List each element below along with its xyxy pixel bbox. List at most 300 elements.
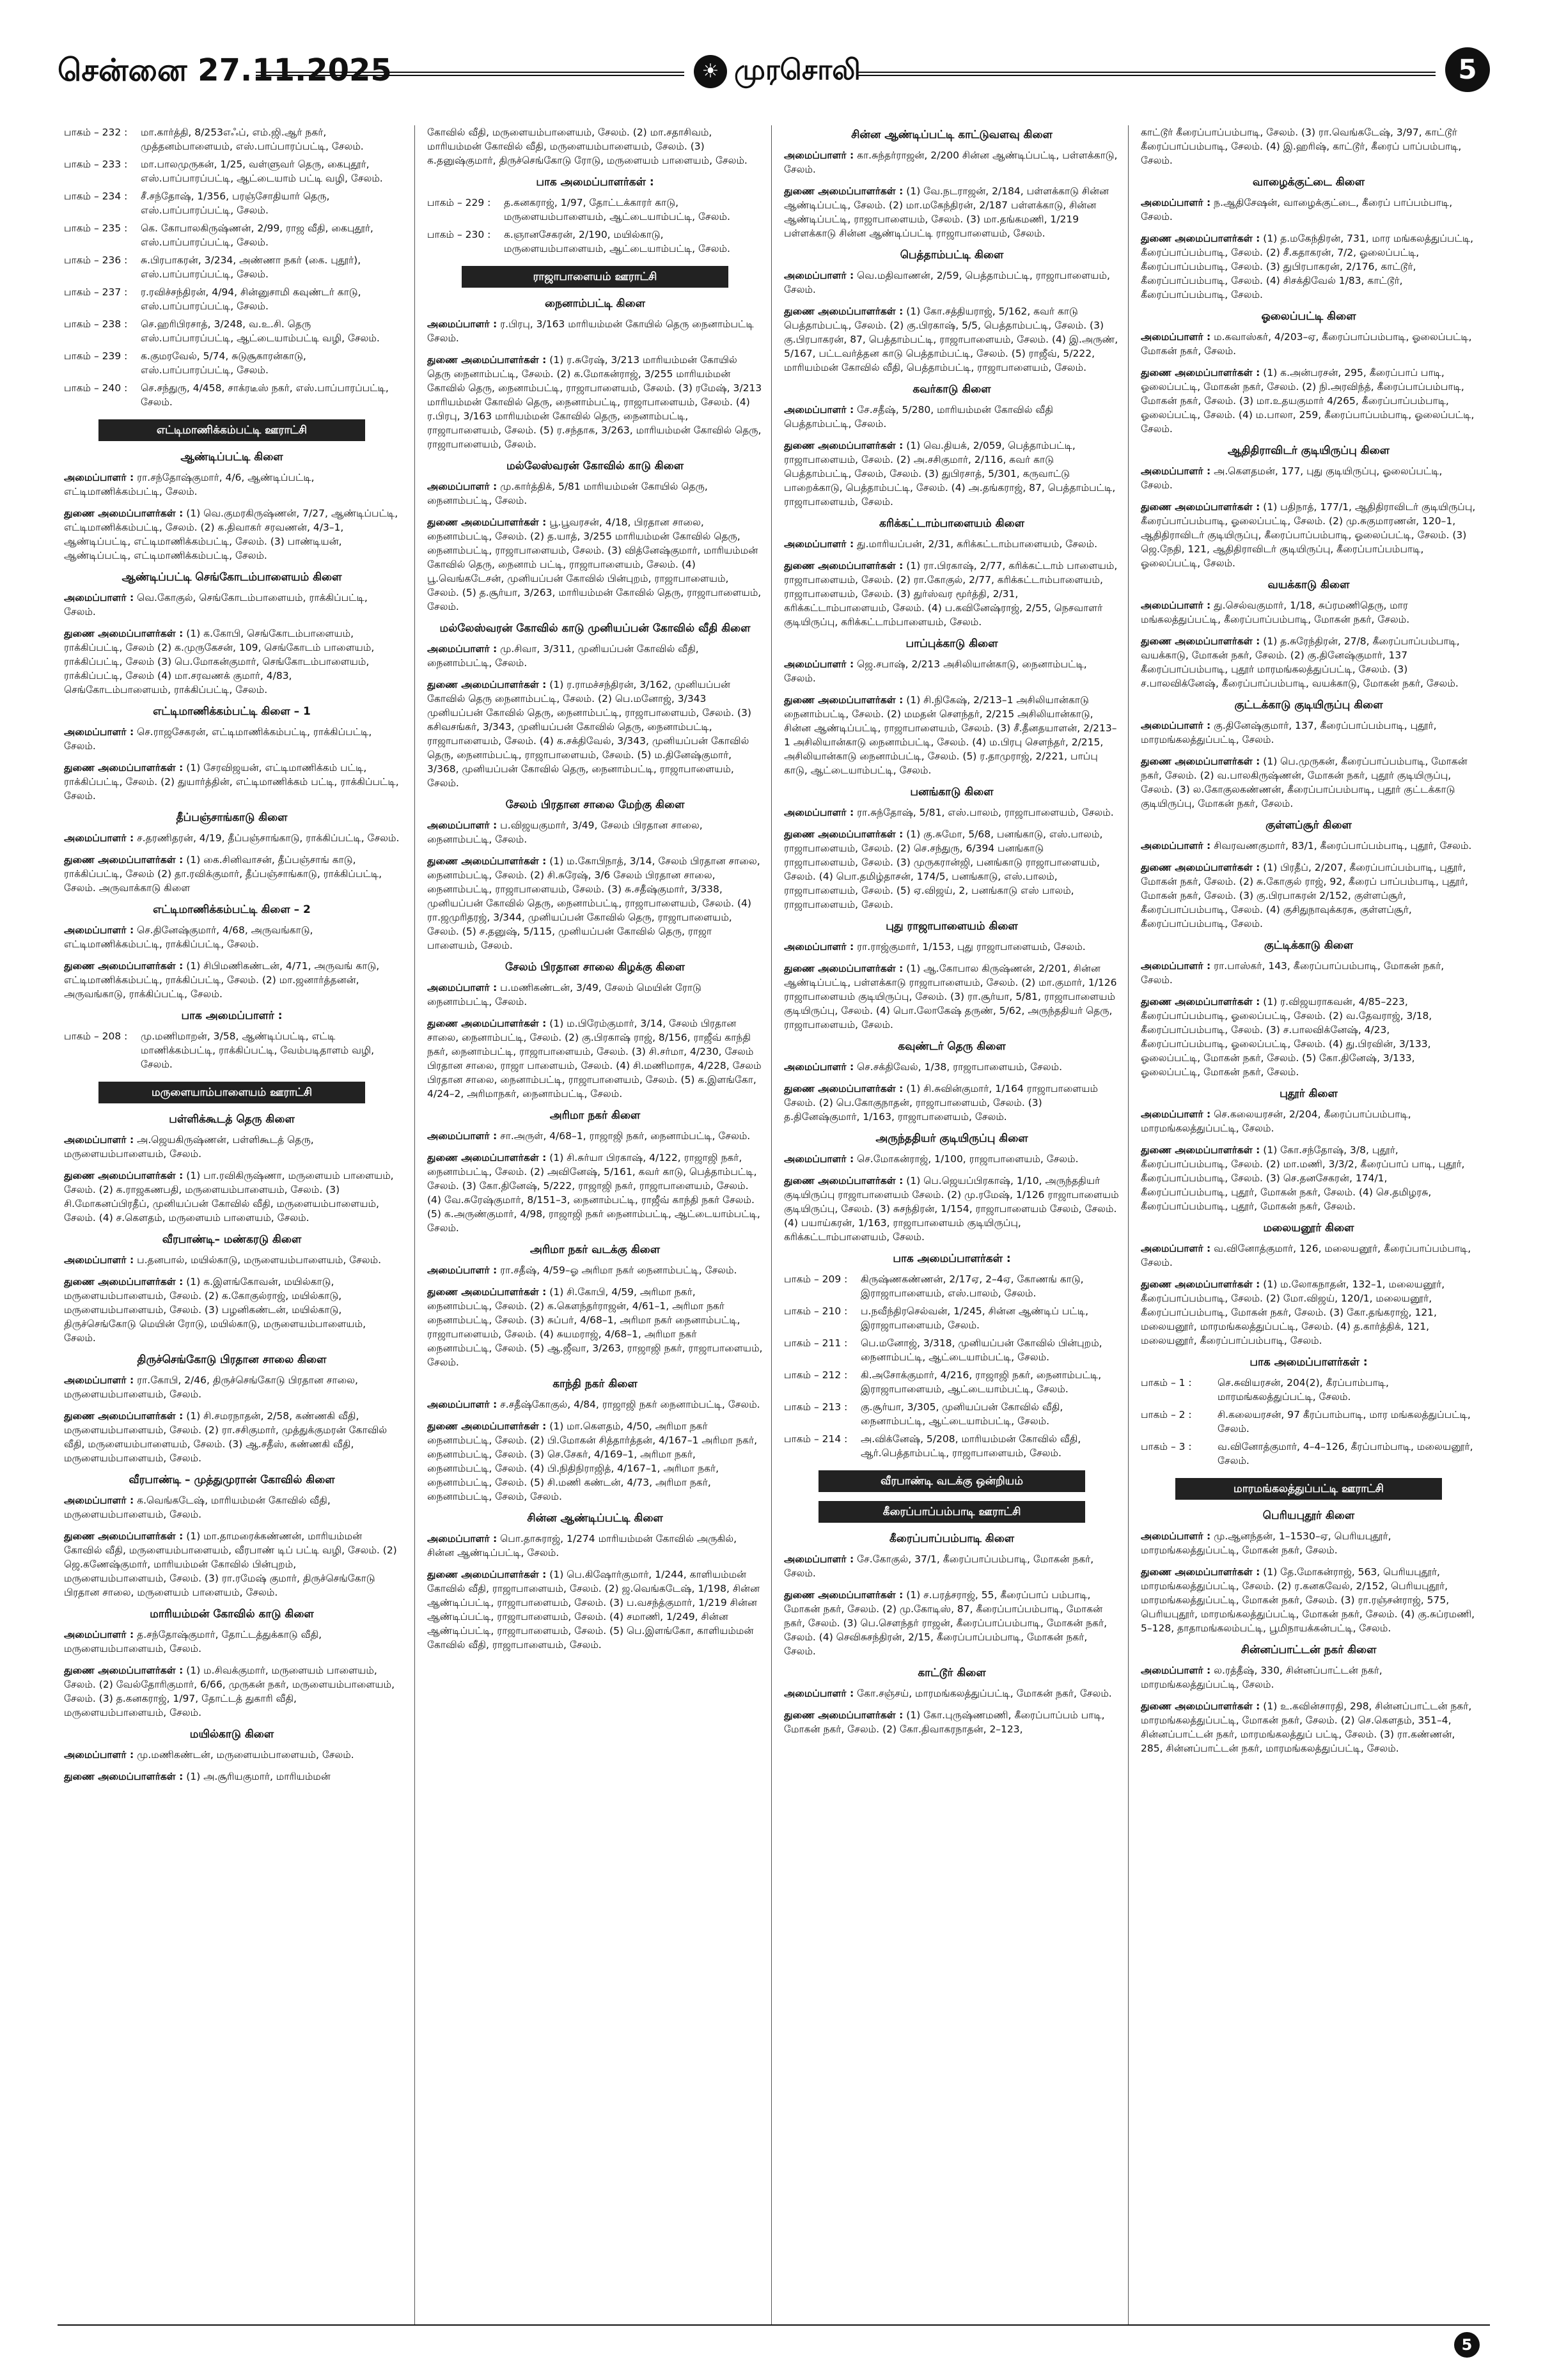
member-details: (1) ரா.பிரகாஷ், 2/77, கரிக்கட்டாம் பாளையம், ராஜாபாளையம், சேலம். (2) ரா.கோகுல், 2/77, கரிக்கட்டாம்பாளையம், ராஜாபாளையம், சேலம். (3) துர்ஸ்வர மூர்த்தி, 2/31, கரிக்கட்டாம்பாளையம், சேலம். (4) ப.கவினேஷ்ராஜ், 2/55, நெசவாளர் குடியிருப்பு, கரிக்கட்டாம்பாளையம், சேலம். [784,560,1118,628]
member-entry [784,403,1120,431]
booth-row [64,381,400,409]
booth-agent: க.குமரவேல், 5/74, சுடுசூகாரன்காடு, எஸ்.பாப்பாரப்பட்டி, சேலம். [141,350,306,376]
role-label: அமைப்பாளர் : [64,1629,134,1640]
branch-heading: சின்னப்பாட்டன் நகர் கிளை [1241,1644,1377,1656]
role-label: துணை அமைப்பாளர்கள் : [1141,1566,1260,1578]
booth-number: பாகம் – 1 : [1141,1377,1192,1388]
role-label: துணை அமைப்பாளர்கள் : [64,1276,184,1287]
booth-row [64,349,400,377]
member-entry [1141,959,1476,987]
member-details: (1) சி.நிகேஷ், 2/213–1 அசிலியான்காடு நைனாம்பட்டி, சேலம். (2) மமதன் சௌந்தர், 2/215 அசிலியான்காடு, சின்ன ஆண்டிப்பட்டி, ராஜாபாளையம், சேலம். (3) சீ.தீனதயாளன், 2/213–1 அசிலியான்காடு நைனாம்பட்டி, சேலம். (4) ம.பிரபு சௌந்தர், 2/215, அசிலியான்காடு நைனாம்பட்டி, சேலம். (5) ர.தாமுராஜ், 2/221, பாப்பு காடு, ஆட்டையாம்பட்டி, சேலம். [784,694,1117,776]
booth-agent: மா.கார்த்தி, 8/253எஃப், எம்.ஜி.ஆர் நகர், முத்தனம்பாளையம், எஸ்.பாப்பாரப்பட்டி, சேலம். [141,127,364,152]
newspaper-name: முரசொலி [734,54,861,86]
member-details: து.செல்வகுமார், 1/18, சுப்ரமணிதெரு, மார மங்கலத்துப்பட்டி, கீரைப்பாப்பம்பாடி, மோகன் நகர், சேலம். [1141,600,1410,625]
member-entry [1141,196,1476,224]
member-entry [64,1493,400,1521]
member-details: (1) த.சுரேந்திரன், 27/8, கீரைப்பாப்பம்பாடி, வயக்காடு, மோகன் நகர், சேலம். (2) கு.தினேஷ்குமார், 137 கீரைப்பாப்பம்பாடி, புதூர் மாரமங்கலத்துப்பட்டி, சேலம். (3) ச.பாலவிக்னேஷ், கீரைப்பாப்பம்பாடி, வயக்காடு, மோகன் நகர், சேலம். [1141,635,1460,689]
member-details: ல.ரத்தீஷ், 330, சின்னப்பாட்டன் நகர், மாரமங்கலத்துப்பட்டி, சேலம். [1141,1665,1382,1690]
member-entry [784,304,1120,375]
member-entry [64,923,400,951]
booth-row [1141,1376,1476,1404]
member-details: (1) சேரவிஜயன், எட்டிமாணிக்கம் பட்டி, ராக்கிப்பட்டி, சேலம். (2) துயார்த்தின், எட்டிமாணிக்கம் பட்டி, ராக்கிப்பட்டி, சேலம். [64,762,399,802]
member-details: சிவரவணகுமார், 83/1, கீரைப்பாப்பம்பாடி, புதூர், சேலம். [1214,840,1472,852]
member-details: (1) பெ.முருகன், கீரைப்பாப்பம்பாடி, மோகன் நகர், சேலம். (2) வ.பாலகிருஷ்ணன், மோகன் நகர், புதூர் குடியிருப்பு, சேலம். (3) ல.கோகுலகண்ணன், கீரைப்பாப்பம்பாடி, புதூர் குட்டக்காடு குடியிருப்பு, மோகன் நகர், சேலம். [1141,756,1468,809]
member-details: கா.சுந்தர்ராஜன், 2/200 சின்ன ஆண்டிப்பட்டி, பள்ளக்காடு, சேலம். [784,150,1118,175]
branch-heading: சேலம் பிரதான சாலை கிழக்கு கிளை [505,961,685,974]
member-details: ரா.சதீஷ், 4/59–ஓ அரிமா நகர் நைனாம்பட்டி, சேலம். [500,1264,737,1276]
member-details: (1) கு.சுமோ, 5/68, பனங்காடு, எஸ்.பாலம், ராஜாபாளையம், சேலம். (2) செ.சந்துரு, 6/394 பனங்காடு ராஜாபாளையம், சேலம். (3) முருகரான்ஜி, பனங்காடு ராஜாபாளையம், சேலம். (4) பொ.தமிழ்தாசன், 174/5, பனங்காடு, எஸ்.பாலம், ராஜாபாளையம், சேலம். (5) ஏ.விஜய், 2, பனங்காடு எஸ் பாலம், ராஜாபாளையம், சேலம். [784,828,1103,910]
member-entry [1141,1699,1476,1755]
member-details: து.மாரியப்பன், 2/31, கரிக்கட்டாம்பாளையம், சேலம். [857,538,1098,550]
branch-heading: குட்டக்காடு குடியிருப்பு கிளை [1234,699,1383,712]
booth-number: பாகம் – 211 : [784,1337,848,1349]
member-details: ப.தனபால், மயில்காடு, மருளையம்பாளையம், சேலம். [137,1254,382,1266]
booth-row [784,1400,1120,1428]
member-details: (1) அ.சூரியகுமார், மாரியம்மன் [186,1771,331,1782]
booth-agent: அ.விக்னேஷ், 5/208, மாரியம்மன் கோவில் வீதி, ஆர்.பெத்தாம்பட்டி, ராஜாபாளையம், சேலம். [861,1433,1081,1459]
masthead-rule-left [256,72,684,76]
member-entry [64,1275,400,1345]
role-label: அமைப்பாளர் : [427,318,497,330]
role-label: துணை அமைப்பாளர்கள் : [1141,635,1260,647]
member-entry [784,1152,1120,1166]
role-label: துணை அமைப்பாளர்கள் : [427,517,547,528]
role-label: துணை அமைப்பாளர்கள் : [64,508,184,519]
branch-heading: கீரைப்பாப்பம்பாடி கிளை [889,1532,1015,1545]
member-entry [784,805,1120,820]
member-entry [1141,719,1476,747]
role-label: அமைப்பாளர் : [784,538,854,550]
member-details: (1) பிரதீப், 2/207, கீரைப்பாப்பம்பாடி, புதூர், மோகன் நகர், சேலம். (2) சு.கோகுல் ராஜ், 92, கீரைப் பாப்பம்பாடி, புதூர், மோகன் நகர், சேலம். (3) கு.பிரபாகரன் 2/152, குள்ளப்சூர், கீரைப்பாப்பம்பாடி, சேலம். (4) குசிதுநாவுக்கரசு, குள்ளப்சூர், கீரைப்பாப்பம்பாடி, சேலம். [1141,862,1468,929]
role-label: அமைப்பாளர் : [427,982,497,993]
booth-row [784,1336,1120,1364]
role-label: துணை அமைப்பாளர்கள் : [1141,1279,1260,1290]
member-details: (1) கை.சினிவாசன், தீப்பஞ்சாங் காடு, ராக்கிப்பட்டி, சேலம் (2) தா.ரவிக்குமார், தீப்பஞ்சாங்காடு, ராக்கிப்பட்டி, சேலம். அருவாக்காடு கிளை [64,854,382,894]
role-label: அமைப்பாளர் : [784,941,854,953]
member-entry [784,1708,1120,1736]
member-details: (1) சி.சுவின்குமார், 1/164 ராஜாபாளையம் சேலம். (2) பெ.கோகுநாதன், ராஜாபாளையம், சேலம். (3) த.தினேஷ்குமார், 1/163, ராஜாபாளையம், சேலம். [784,1083,1098,1123]
role-label: அமைப்பாளர் : [427,820,497,831]
booth-agent: ர.ரவிச்சந்திரன், 4/94, சின்னுசாமி கவுண்டர் காடு, எஸ்.பாப்பாரப்பட்டி, சேலம். [141,286,361,312]
member-entry [1141,995,1476,1079]
role-label: அமைப்பாளர் : [1141,465,1211,477]
member-details: (1) பெ.ஜெயப்பிரகாஷ், 1/10, அருந்ததியர் குடியிருப்பு ராஜாபாளையம் சேலம். (2) மு.ரமேஷ், 1/126 ராஜாபாளையம் குடியிருப்பு, சேலம். (3) சுசந்திரன், 1/154, ராஜாபாளையம் சேலம், சேலம். (4) பயாய்கரன், 1/163, ராஜாபாளையம் குடியிருப்பு, கரிக்கட்டாம்பாளையம், சேலம். [784,1175,1119,1243]
branch-heading: தீப்பஞ்சாங்காடு கிளை [176,811,288,824]
member-entry [427,818,763,846]
section-subheading: பாக அமைப்பாளர்கள் : [536,176,654,189]
role-label: துணை அமைப்பாளர்கள் : [1141,1700,1260,1712]
member-entry [1141,1277,1476,1348]
booth-agent: வ.வினோத்குமார், 4–4–126, கீரப்பாம்பாடி, மலையனூர், சேலம். [1218,1441,1473,1466]
booth-agent: செ.ஹரிபிரசாத், 3/248, வ.உ.சி. தெரு எஸ்.பாப்பாரப்பட்டி, ஆட்டையாம்பட்டி வழி, சேலம். [141,318,380,344]
role-label: அமைப்பாளர் : [427,481,497,492]
member-details: (1) சி.கோபி, 4/59, அரிமா நகர், நைனாம்பட்டி, சேலம். (2) க.கௌந்தர்ராஜன், 4/61–1, அரிமா நகர் நைனாம்பட்டி, சேலம். (3) சுப்பர், 4/68–1, அரிமா நகர் நைனாம்பட்டி, ராஜாபாளையம், சேலம். (4) சுயமராஜ், 4/68–1, அரிமா நகர் நைனாம்பட்டி, சேலம். (5) ஆ.ஜீவா, 3/263, ராஜாஜி நகர், ராஜாபாளையம், சேலம். [427,1286,763,1368]
member-entry [64,1769,400,1784]
panchayat-heading: மாரமங்கலத்துப்பட்டி ஊராட்சி [1175,1478,1443,1500]
column-4 [1141,125,1476,2324]
member-details: (1) ர.விஜயராகவன், 4/85–223, கீரைப்பாப்பம்பாடி, ஓலைப்பட்டி, சேலம். (2) வ.தேவராஜ், 3/18, கீரைப்பாப்பம்பாடி, சேலம். (3) ச.பாலவிக்னேஷ், 4/23, கீரைப்பாப்பம்பாடி, ஓலைப்பட்டி, சேலம். (4) து.பிரவின், 3/133, ஓலைப்பட்டி, மோகன் நகர், சேலம். (5) கோ.தினேஷ், 3/133, ஓலைப்பட்டி, மோகன் நகர், சேலம். [1141,996,1432,1078]
role-label: துணை அமைப்பாளர்கள் : [64,1665,184,1676]
role-label: துணை அமைப்பாளர்கள் : [1141,367,1260,378]
booth-list [427,196,763,256]
member-details: (1) மா.தாமரைக்கண்ணன், மாரியம்மன் கோவில் வீதி, மருளையம்பாளையம், வீரபாண் டிப் பட்டி வழி, சேலம். (2) ஜெ.கணேஷ்குமார், மாரியம்மன் கோவில் பின்புறம், மருளையம்பாளையம், சேலம். (3) ரா.ரமேஷ் குமார், திருச்செங்கோடு பிரதான சாலை, மருளையம் பாளையம், சேலம். [64,1530,397,1598]
branch-heading: மல்லேஸ்வரன் கோவில் காடு கிளை [506,460,684,472]
member-details: வெ.மதிவாணன், 2/59, பெத்தாம்பட்டி, ராஜாபாளையம், சேலம். [784,270,1110,295]
member-entry [427,1151,763,1235]
member-details: (1) க.கோபி, செங்கோடம்பாளையம், ராக்கிப்பட்டி, சேலம் (2) க.முருகேசன், 109, செங்கோடம் பாளையம், ராக்கிப்பட்டி, சேலம் (3) பெ.மோகன்குமார், செங்கோடம்பாளையம், ராக்கிப்பட்டி, சேலம் (4) மா.சரவணக் குமார், 4/83, செங்கோடம்பாளையம், ராக்கிப்பட்டி, சேலம். [64,628,375,696]
panchayat-heading: மருளையாம்பாளையம் ஊராட்சி [98,1082,366,1103]
role-label: அமைப்பாளர் : [784,1688,854,1699]
member-entry [1141,366,1476,436]
booth-row [64,1029,400,1071]
role-label: துணை அமைப்பாளர்கள் : [784,306,904,317]
role-label: துணை அமைப்பாளர்கள் : [784,1175,904,1186]
booth-list [784,1272,1120,1460]
member-entry [427,854,763,953]
branch-heading: கவுண்டர் தெரு கிளை [898,1040,1006,1053]
booth-row [64,157,400,185]
branch-heading: பள்ளிக்கூடத் தெரு கிளை [169,1113,295,1126]
column-divider [1128,125,1129,2324]
branch-heading: மல்லேஸ்வரன் கோவில் காடு முனியப்பன் கோவில் வீதி கிளை [439,622,751,635]
role-label: துணை அமைப்பாளர்கள் : [784,1709,904,1721]
role-label: துணை அமைப்பாளர்கள் : [427,1420,547,1432]
booth-number: பாகம் – 209 : [784,1273,848,1285]
booth-agent: கு.சூர்யா, 3/305, முனியப்பன் கோவில் வீதி, நைனாம்பட்டி, ஆட்டையாம்பட்டி, சேலம். [861,1401,1063,1427]
role-label: துணை அமைப்பாளர்கள் : [784,185,904,197]
branch-heading: வீரபாண்டி– மண்கரடு கிளை [162,1233,302,1246]
branch-heading: அருந்ததியர் குடியிருப்பு கிளை [875,1132,1028,1145]
member-entry [64,853,400,895]
booth-row [784,1368,1120,1396]
member-entry [784,1588,1120,1658]
member-entry [64,1133,400,1161]
booth-agent: சு.பிரபாகரன், 3/234, அண்ணா நகர் (கை. புதூர்), எஸ்.பாப்பாரப்பட்டி, சேலம். [141,254,361,280]
role-label: அமைப்பாளர் : [64,1374,134,1386]
member-details: (1) கோ.சந்தோஷ், 3/8, புதூர், கீரைப்பாப்பம்பாடி, சேலம். (2) மா.மணி, 3/3/2, கீரைப்பாப் பாடி, புதூர், கீரைப்பாப்பம்பாடி, சேலம். (3) செ.தனசேகரன், 174/1, கீரைப்பாப்பம்பாடி, புதூர், மோகன் நகர், சேலம். (4) செ.தமிழரசு, கீரைப்பாப்பம்பாடி, புதூர், மோகன் நகர், சேலம். [1141,1144,1465,1212]
booth-agent: க.ஞானசேகரன், 2/190, மயில்காடு, மருளையம்பாளையம், ஆட்டையாம்பட்டி, சேலம். [504,229,730,254]
member-entry [427,317,763,345]
booth-agent: சீ.சந்தோஷ், 1/356, பரஞ்சோதியார் தெரு, எஸ்.பாப்பாரப்பட்டி, சேலம். [141,191,330,216]
column-divider [771,125,772,2324]
member-entry [784,1082,1120,1124]
member-entry [427,353,763,451]
member-details: (1) சி.சுர்யா பிரகாஷ், 4/122, ராஜாஜி நகர், நைனாம்பட்டி, சேலம். (2) அவினேஷ், 5/161, கவர் காடு, பெத்தாம்பட்டி, சேலம். (3) கோ.தினேஷ், 5/222, ராஜாஜி நகர், ராஜாபாளையம், சேலம். (4) வே.சுரேஷ்குமார், 8/151–3, நைனாம்பட்டி, ராஜீவ் காந்தி நகர் சேலம். (5) க.அருண்குமார், 4/98, ராஜாஜி நகர் நைனாம்பட்டி, ஆட்டையாம்பட்டி, சேலம். [427,1152,760,1234]
member-entry [64,959,400,1001]
role-label: அமைப்பாளர் : [427,1399,497,1410]
member-entry [64,1663,400,1720]
member-entry [784,268,1120,297]
member-details: வ.வினோத்குமார், 126, மலையனூர், கீரைப்பாப்பம்பாடி, சேலம். [1141,1243,1471,1268]
member-entry [784,940,1120,954]
booth-number: பாகம் – 3 : [1141,1441,1192,1452]
role-label: அமைப்பாளர் : [64,1134,134,1146]
booth-row [784,1272,1120,1300]
member-entry [427,1263,763,1277]
branch-heading: எட்டிமாணிக்கம்பட்டி கிளை – 2 [153,903,311,916]
booth-number: பாகம் – 239 : [64,350,128,362]
member-details: மு.சிவா, 3/311, முனியப்பன் கோவில் வீதி, நைனாம்பட்டி, சேலம். [427,643,699,669]
panchayat-heading: வீரபாண்டி வடக்கு ஒன்றியம் [818,1470,1086,1492]
member-details: (1) பதிநாத், 177/1, ஆதிதிராவிடர் குடியிருப்பு, கீரைப்பாப்பம்பாடி, ஓலைப்பட்டி, சேலம். (2) மு.சுகுமாரணன், 120–1, ஆதிதிராவிடர் குடியிருப்பு, கீரைப்பாப்பம்பாடி, ஓலைப்பட்டி, சேலம். (3) ஜெ.நேதி, 121, ஆதிதிராவிடர் குடியிருப்பு, கீரைப்பாப்பம்பாடி, ஓலைப்பட்டி, சேலம். [1141,501,1476,569]
member-details: (1) வே.நடராஜன், 2/184, பள்ளக்காடு சின்ன ஆண்டிப்பட்டி, சேலம். (2) மா.மகேந்திரன், 2/187 பள்ளக்காடு, சின்ன ஆண்டிப்பட்டி, ராஜாபாளையம், சேலம். (3) மா.தங்கமணி, 1/219 பள்ளக்காடு சின்ன ஆண்டிப்பட்டி ராஜாபாளையம், சேலம். [784,185,1109,239]
member-details: மு.ஆனந்தன், 1–1530–ஏ, பெரியபுதூர், மாரமங்கலத்துப்பட்டி, மோகன் நகர், சேலம். [1141,1530,1391,1556]
role-label: அமைப்பாளர் : [784,270,854,281]
role-label: அமைப்பாளர் : [427,1130,497,1142]
role-label: துணை அமைப்பாளர்கள் : [784,1083,904,1094]
role-label: அமைப்பாளர் : [784,1153,854,1165]
member-entry [427,515,763,614]
member-details: (1) கோ.புருஷ்ணமணி, கீரைப்பாப்பம் பாடி, மோகன் நகர், சேலம். (2) கோ.திவாகரநாதன், 2–123, [784,1709,1105,1735]
role-label: அமைப்பாளர் : [64,1495,134,1506]
member-details: (1) ச.பரத்சராஜ், 55, கீரைப்பாப் பம்பாடி, மோகன் நகர், சேலம். (2) மு.கோடிஸ், 87, கீரைப்பாப்பம்பாடி, மோகன் நகர், சேலம். (3) பெ.சௌந்தர் ராஜன், கீரைப்பாப்பம்பாடி, மோகன் நகர், சேலம். (4) செவிசுசந்திரன், 2/15, கீரைப்பாப்பம்பாடி, மோகன் நகர், சேலம். [784,1589,1108,1657]
member-entry [64,591,400,619]
booth-row [64,317,400,345]
member-entry [64,1409,400,1465]
role-label: அமைப்பாளர் : [1141,1530,1211,1542]
booth-list [1141,1376,1476,1468]
member-entry [1141,1565,1476,1635]
branch-heading: மாரியம்மன் கோவில் காடு கிளை [150,1608,314,1621]
member-entry [64,831,400,845]
member-entry [1141,754,1476,811]
booth-agent: மா.பாலமுருகன், 1/25, வள்ளுவர் தெரு, கைபுதூர், எஸ்.பாப்பாரப்பட்டி, ஆட்டையாம் பட்டி வழி, சேலம். [141,159,383,184]
role-label: அமைப்பாளர் : [1141,840,1211,852]
member-entry [784,184,1120,240]
member-details: (1) வெ.குமரகிருஷ்ணன், 7/27, ஆண்டிப்பட்டி, எட்டிமாணிக்கம்பட்டி, சேலம். (2) க.திவாகர் சரவணன், 4/3–1, ஆண்டிப்பட்டி, எட்டிமாணிக்கம்பட்டி, சேலம். (3) பாண்டியன், ஆண்டிப்பட்டி, எட்டிமாணிக்கம்பட்டி, சேலம். [64,508,398,561]
role-label: துணை அமைப்பாளர்கள் : [64,854,184,866]
booth-row [64,285,400,313]
branch-heading: புதூர் கிளை [1280,1087,1338,1100]
booth-number: பாகம் – 213 : [784,1401,848,1413]
role-label: அமைப்பாளர் : [1141,197,1211,208]
role-label: துணை அமைப்பாளர்கள் : [427,679,547,690]
member-entry [427,479,763,508]
role-label: துணை அமைப்பாளர்கள் : [427,1286,547,1298]
member-details: மு.மணிகண்டன், மருளையம்பாளையம், சேலம். [137,1749,354,1761]
member-details: ஜெ.சபாஷ், 2/213 அசிலியான்காடு, நைனாம்பட்டி, சேலம். [784,658,1087,684]
booth-number: பாகம் – 208 : [64,1031,128,1042]
role-label: துணை அமைப்பாளர்கள் : [784,694,904,706]
member-entry [1141,500,1476,570]
branch-heading: கவர்காடு கிளை [912,383,991,396]
role-label: அமைப்பாளர் : [1141,1108,1211,1120]
booth-number: பாகம் – 229 : [427,197,491,208]
role-label: துணை அமைப்பாளர்கள் : [427,1018,547,1029]
member-entry [1141,1241,1476,1270]
booth-number: பாகம் – 230 : [427,229,491,240]
role-label: துணை அமைப்பாளர்கள் : [64,762,184,774]
member-details: ச.சதீஷ்கோகுல், 4/84, ராஜாஜி நகர் நைனாம்பட்டி, சேலம். [500,1399,760,1410]
role-label: துணை அமைப்பாளர்கள் : [64,960,184,972]
member-entry [1141,1663,1476,1692]
member-details: ரா.சந்தோஷ்குமார், 4/6, ஆண்டிப்பட்டி, எட்டிமாணிக்கம்பட்டி, சேலம். [64,472,315,497]
branch-heading: அரிமா நகர் வடக்கு கிளை [529,1243,661,1256]
branch-heading: காந்தி நகர் கிளை [552,1378,638,1390]
member-entry [64,1628,400,1656]
role-label: துணை அமைப்பாளர்கள் : [427,1569,547,1580]
booth-number: பாகம் – 212 : [784,1369,848,1381]
branch-heading: சின்ன ஆண்டிப்பட்டி கிளை [527,1512,663,1525]
booth-number: பாகம் – 240 : [64,382,128,394]
role-label: அமைப்பாளர் : [784,1061,854,1073]
branch-heading: பாப்புக்காடு கிளை [905,637,998,650]
branch-heading: நைனாம்பட்டி கிளை [544,297,646,310]
member-entry [64,761,400,803]
panchayat-heading: எட்டிமாணிக்கம்பட்டி ஊராட்சி [98,419,366,441]
member-entry [784,1060,1120,1074]
column-1 [64,125,400,2324]
member-details: பூ.பூவரசன், 4/18, பிரதான சாலை, நைனாம்பட்டி, சேலம். (2) த.யாத், 3/255 மாரியம்மன் கோவில் தெரு, நைனாம்பட்டி, ராஜாபாளையம், சேலம். (3) வித்னேஷ்குமார், மாரியம்மன் கோவில் தெரு, நைனாம் பட்டி, ராஜாபாளையம், சேலம். (4) பூ.வெங்கடேசன், முனியப்பன் கோவில் பின்புறம், ராஜாபாளையம், சேலம். (5) த.சூர்யா, 3/263, மாரியம்மன் கோவில் தெரு, ராஜாபாளையம், சேலம். [427,517,762,612]
member-details: கு.தினேஷ்குமார், 137, கீரைப்பாப்பம்பாடி, புதூர், மாரமங்கலத்துப்பட்டி, சேலம். [1141,720,1437,745]
member-entry [1141,231,1476,302]
branch-heading: அரிமா நகர் கிளை [549,1109,641,1122]
role-label: துணை அமைப்பாளர்கள் : [1141,756,1260,767]
member-entry [427,1532,763,1560]
member-details: (1) தே.மோகன்ராஜ், 563, பெரியபுதூர், மாரமங்கலத்துப்பட்டி, சேலம். (2) ர.கனகவேல், 2/152, பெரியபுதூர், மாரமங்கலத்துப்பட்டி, மோகன் நகர், சேலம். (3) ரா.ரஞ்சன்ராஜ், 575, பெரியபுதூர், மாரமங்கலத்துப்பட்டி, மோகன் நகர், சேலம். (4) கு.சுப்ரமணி, 5–128, தாதாமங்கலம்பட்டி, பூமிநாயக்கன்பட்டி, சேலம். [1141,1566,1475,1634]
branch-heading: எட்டிமாணிக்கம்பட்டி கிளை – 1 [153,705,311,718]
member-details: (1) சி.சமரநாதன், 2/58, கண்ணகி வீதி, மருளையம்பாளையம், சேலம். (2) ரா.சசிகுமார், முத்துக்குமரன் கோவில் வீதி, மருளையம்பாளையம், சேலம். (3) ஆ.சதீஸ், கண்ணகி வீதி, மருளையம்பாளையம், சேலம். [64,1410,388,1464]
section-subheading: பாக அமைப்பாளர் : [181,1009,283,1022]
member-details: செ.சக்திவேல், 1/38, ராஜாபாளையம், சேலம். [857,1061,1063,1073]
role-label: துணை அமைப்பாளர்கள் : [1141,1144,1260,1156]
member-entry [784,1686,1120,1700]
booth-row [427,196,763,224]
role-label: துணை அமைப்பாளர்கள் : [1141,996,1260,1007]
role-label: அமைப்பாளர் : [1141,600,1211,611]
member-details: சா.அருள், 4/68–1, ராஜாஜி நகர், நைனாம்பட்டி, சேலம். [500,1130,751,1142]
booth-row [1141,1440,1476,1468]
member-details: ப.மணிகண்டன், 3/49, சேலம் மெயின் ரோடு நைனாம்பட்டி, சேலம். [427,982,701,1007]
booth-row [1141,1408,1476,1436]
member-entry [784,1552,1120,1580]
booth-agent: மு.மணிமாறன், 3/58, ஆண்டிப்பட்டி, எட்டி மாணிக்கம்பட்டி, ராக்கிப்பட்டி, வேம்படிதாளம் வழி, சேலம். [141,1031,375,1070]
panchayat-heading: கீரைப்பாப்பம்பாடி ஊராட்சி [818,1501,1086,1523]
member-details: அ.கௌதமன், 177, புது குடியிருப்பு, ஓலைப்பட்டி, சேலம். [1141,465,1443,491]
booth-number: பாகம் – 237 : [64,286,128,298]
role-label: துணை அமைப்பாளர்கள் : [64,1170,184,1181]
member-details: செ.தினேஷ்குமார், 4/68, அருவங்காடு, எட்டிமாணிக்கம்பட்டி, ராக்கிப்பட்டி, சேலம். [64,924,313,950]
branch-heading: புது ராஜாபாளையம் கிளை [886,920,1018,933]
member-details: (1) த.மகேந்திரன், 731, மார மங்கலத்துப்பட்டி, கீரைப்பாப்பம்பாடி, சேலம். (2) சீ.கதாகரன், 7/2, ஓலைப்பட்டி, கீரைப்பாப்பம்பாடி, சேலம். (3) துபிரபாகரன், 2/176, காட்டூர், கீரைப்பாப்பம்பாடி, சேலம். (4) சிசக்திவேல் 1/83, காட்டூர், கீரைப்பாப்பம்பாடி, சேலம். [1141,233,1474,300]
member-entry [427,981,763,1009]
member-entry [784,559,1120,629]
role-label: துணை அமைப்பாளர்கள் : [427,855,547,867]
branch-heading: பனங்காடு கிளை [910,786,994,798]
booth-number: பாகம் – 235 : [64,222,128,234]
booth-list [64,125,400,409]
branch-heading: வயக்காடு கிளை [1267,579,1350,591]
role-label: அமைப்பாளர் : [784,1553,854,1565]
branch-heading: மயில்காடு கிளை [189,1728,274,1741]
continued-text: காட்டூர் கீரைப்பாப்பம்பாடி, சேலம். (3) ரா.வெங்கடேஷ், 3/97, காட்டூர் கீரைப்பாப்பம்பாடி, சேலம். (4) இ.ஹரிஷ், காட்டூர், கீரைப் பாப்பம்பாடி, சேலம். [1141,127,1462,166]
role-label: துணை அமைப்பாளர்கள் : [1141,501,1260,513]
role-label: அமைப்பாளர் : [427,643,497,655]
booth-row [64,253,400,281]
member-details: அ.ஜெயகிருஷ்ணன், பள்ளிகூடத் தெரு, மருளையம்பாளையம், சேலம். [64,1134,314,1160]
branch-heading: குட்டிக்காடு கிளை [1264,939,1354,952]
branch-heading: ஆண்டிப்பட்டி கிளை [180,451,283,463]
member-details: (1) ம.கோபிநாத், 3/14, சேலம் பிரதான சாலை, நைனாம்பட்டி, சேலம். (2) சி.சுரேஷ், 3/6 சேலம் பிரதான சாலை, நைனாம்பட்டி, ராஜாபாளையம், சேலம். (3) சு.சதீஷ்குமார், 3/338, முனியப்பன் கோவில் தெரு, நைனாம்பட்டி, ராஜாபாளையம், சேலம். (4) ரா.ஜமுரிதரஜ், 3/344, முனியப்பன் கோவில் தெரு, ராஜாபாளையம், சேலம். (5) ச.தனுஷ், 5/115, முனியப்பன் கோவில் தெரு, ராஜா பாளையம், சேலம். [427,855,760,951]
member-details: (1) சிபிமணிகண்டன், 4/71, அருவங் காடு, எட்டிமாணிக்கம்பட்டி, ராக்கிப்பட்டி, சேலம். (2) மா.ஜனார்த்தனன், அருவங்காடு, ராக்கிப்பட்டி, சேலம். [64,960,380,1000]
booth-number: பாகம் – 236 : [64,254,128,266]
member-entry [1141,860,1476,931]
branch-heading: சின்ன ஆண்டிப்பட்டி காட்டுவளவு கிளை [851,128,1053,141]
branch-heading: மலையனூர் கிளை [1263,1222,1354,1234]
member-entry [784,961,1120,1032]
booth-number: பாகம் – 214 : [784,1433,848,1445]
member-entry [784,439,1120,509]
branch-heading: திருச்செங்கோடு பிரதான சாலை கிளை [137,1353,327,1366]
bottom-rule [58,2324,1490,2326]
member-entry [427,1285,763,1369]
booth-row [64,221,400,249]
member-entry [64,471,400,499]
member-entry [1141,1143,1476,1213]
member-details: ரா.சுந்தோஷ், 5/81, எஸ்.பாலம், ராஜாபாளையம், சேலம். [857,807,1114,818]
branch-heading: ஆண்டிப்பட்டி செங்கோடம்பாளையம் கிளை [121,571,342,584]
member-details: ர.பிரபு, 3/163 மாரியம்மன் கோயில் தெரு நைனாம்பட்டி சேலம். [427,318,754,344]
member-entry [427,1567,763,1652]
role-label: அமைப்பாளர் : [1141,960,1211,972]
booth-row [64,189,400,217]
member-entry [1141,464,1476,492]
member-details: ந.ஆதிசேஷன், வாழைக்குட்டை, கீரைப் பாப்பம்பாடி, சேலம். [1141,197,1453,222]
member-entry [64,1529,400,1599]
role-label: துணை அமைப்பாளர்கள் : [427,1152,547,1163]
member-entry [64,725,400,753]
role-label: துணை அமைப்பாளர்கள் : [1141,862,1260,873]
booth-number: பாகம் – 233 : [64,159,128,170]
role-label: அமைப்பாளர் : [64,924,134,936]
masthead-rule-right [857,72,1436,76]
member-entry [64,1169,400,1225]
member-entry [784,537,1120,551]
branch-heading: ஆதிதிராவிடர் குடியிருப்பு கிளை [1227,444,1390,457]
booth-list [64,1029,400,1071]
member-details: செ.ராஜசேகரன், எட்டிமாணிக்கம்பட்டி, ராக்கிப்பட்டி, சேலம். [64,726,372,752]
role-label: துணை அமைப்பாளர்கள் : [64,1410,184,1422]
booth-number: பாகம் – 210 : [784,1305,848,1317]
member-details: (1) கோ.சத்தியராஜ், 5/162, கவர் காடு பெத்தாம்பட்டி, சேலம். (2) கு.பிரகாஷ், 5/5, பெத்தாம்பட்டி, சேலம். (3) கு.பிரபாகரன், 87, பெத்தாம்பட்டி, ராஜாபாளையம், சேலம். (4) இ.அருண், 5/167, பட்டவர்த்தன காடு பெத்தாம்பட்டி, சேலம். (5) ராஜீவ், 5/222, மாரியம்மன் கோவில் வீதி, பெத்தாம்பட்டி, ராஜாபாளையம், சேலம். [784,306,1118,373]
booth-agent: பெ.மனோஜ், 3/318, முனியப்பன் கோவில் பின்புறம், நைனாம்பட்டி, ஆட்டையாம்பட்டி, சேலம். [861,1337,1102,1363]
booth-number: பாகம் – 238 : [64,318,128,330]
column-3 [784,125,1120,2324]
role-label: அமைப்பாளர் : [64,472,134,483]
member-details: மு.கார்த்திக், 5/81 மாரியம்மன் கோயில் தெரு, நைனாம்பட்டி, சேலம். [427,481,708,506]
booth-agent: செ.சந்துரு, 4/458, சாக்ரடீஸ் நகர், எஸ்.பாப்பாரப்பட்டி, சேலம். [141,382,389,408]
continued-text: கோவில் வீதி, மருளையம்பாளையம், சேலம். (2) மா.சதாசிவம், மாரியம்மன் கோவில் வீதி, மருளையம்பாளையம், சேலம். (3) க.தனுஷ்குமார், திருச்செங்கோடு ரோடு, மருளையம் பாளையம், சேலம். [427,127,748,166]
role-label: துணை அமைப்பாளர்கள் : [784,1589,904,1601]
dateline: சென்னை 27.11.2025 [58,52,392,88]
masthead [58,47,1490,98]
role-label: அமைப்பாளர் : [784,807,854,818]
member-details: செ.கலையரசன், 2/204, கீரைப்பாப்பம்பாடி, மாரமங்கலத்துப்பட்டி, சேலம். [1141,1108,1411,1134]
branch-heading: ஓலைப்பட்டி கிளை [1261,310,1356,323]
booth-row [784,1304,1120,1332]
role-label: அமைப்பாளர் : [784,404,854,416]
rising-sun-logo-icon: ☀ [694,55,727,88]
role-label: துணை அமைப்பாளர்கள் : [784,440,904,451]
booth-number: பாகம் – 2 : [1141,1409,1192,1420]
footer-page-number: 5 [1454,2332,1480,2358]
member-entry [1141,1107,1476,1135]
booth-row [784,1432,1120,1460]
role-label: அமைப்பாளர் : [784,658,854,670]
member-details: (1) க.இளங்கோவன், மயில்காடு, மருளையம்பாளையம், சேலம். (2) க.கோகுல்ராஜ், மயில்காடு, மருளையம்பாளையம், சேலம். (3) பழனிகண்டன், மயில்காடு, திருச்செங்கோடு மெயின் ரோடு, மயில்காடு, மருளையம்பாளையம், சேலம். [64,1276,366,1344]
member-entry [784,1174,1120,1244]
booth-agent: கிருஷ்ணகண்ணன், 2/17ஏ, 2–4ஏ, கோணங் காடு, இராஜாபாளையம், எஸ்.பாலம், சேலம். [861,1273,1084,1299]
